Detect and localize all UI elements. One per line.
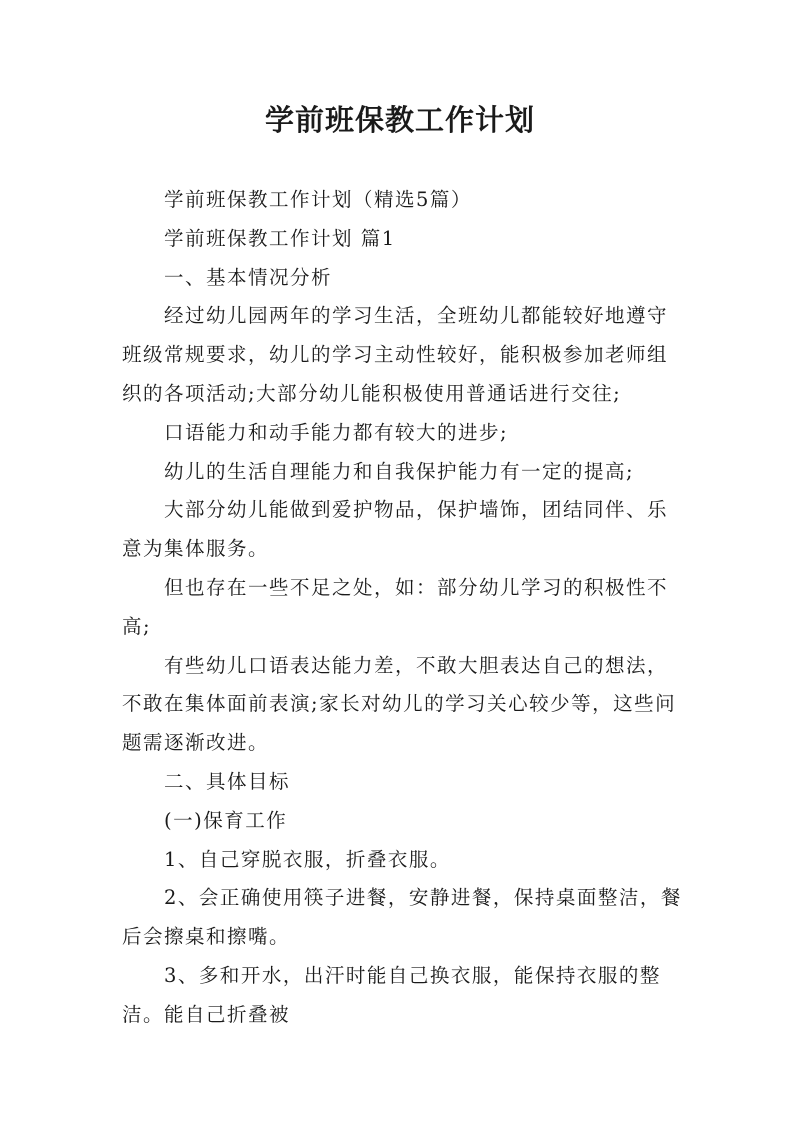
document-title: 学前班保教工作计划	[264, 103, 535, 137]
paragraph-subtitle: 学前班保教工作计划（精选5篇）	[164, 188, 472, 211]
paragraph: 大部分幼儿能做到爱护物品，保护墙饰，团结同伴、乐意为集体服务。	[122, 498, 669, 561]
paragraph-subheading-care: (一)保育工作	[164, 808, 288, 832]
paragraph: 幼儿的生活自理能力和自我保护能力有一定的提高;	[164, 459, 635, 483]
paragraph: 口语能力和动手能力都有较大的进步;	[164, 420, 509, 444]
list-item: 2、会正确使用筷子进餐，安静进餐，保持桌面整洁，餐后会擦桌和擦嘴。	[122, 886, 682, 949]
paragraph: 但也存在一些不足之处，如：部分幼儿学习的积极性不高;	[122, 575, 669, 638]
list-item: 3、多和开水，出汗时能自己换衣服，能保持衣服的整洁。能自己折叠被	[122, 963, 661, 1026]
paragraph: 有些幼儿口语表达能力差，不敢大胆表达自己的想法，不敢在集体面前表演;家长对幼儿的学习关心较少等，这些问题需逐渐改进。	[122, 653, 677, 755]
list-item: 1、自己穿脱衣服，折叠衣服。	[164, 847, 451, 871]
paragraph-heading-goals: 二、具体目标	[164, 769, 291, 793]
paragraph: 经过幼儿园两年的学习生活，全班幼儿都能较好地遵守班级常规要求，幼儿的学习主动性较好，能积极参加老师组织的各项活动;大部分幼儿能积极使用普通话进行交往;	[122, 304, 669, 405]
paragraph-heading-analysis: 一、基本情况分析	[164, 265, 333, 289]
paragraph-section-heading: 学前班保教工作计划 篇1	[164, 226, 396, 250]
document-body	[122, 181, 688, 1035]
